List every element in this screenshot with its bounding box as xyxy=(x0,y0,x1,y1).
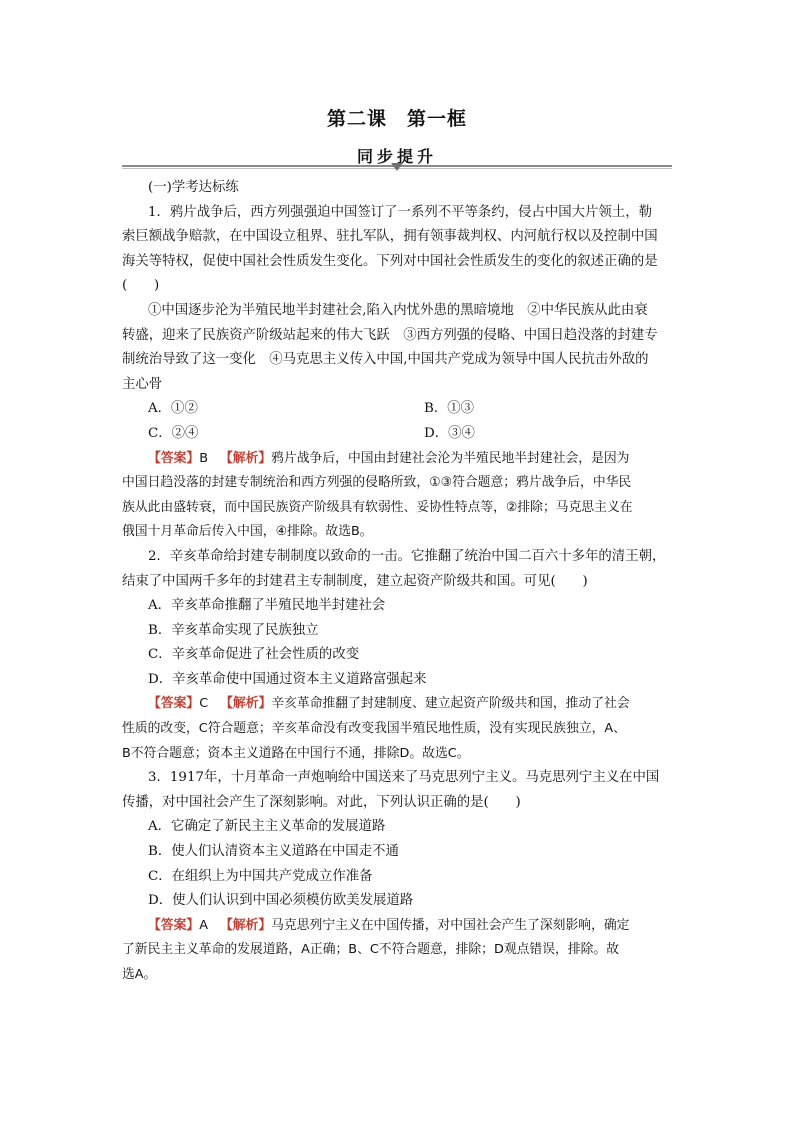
question-stem-line: ( ) xyxy=(122,278,160,294)
analysis-line: 性质的改变，C符合题意；辛亥革命没有改变我国半殖民地性质，没有实现民族独立，A、 xyxy=(122,721,626,737)
answer-value: B xyxy=(199,450,208,466)
statement-line: ①中国逐步沦为半殖民地半封建社会,陷入内忧外患的黑暗境地 ②中华民族从此由衰 xyxy=(148,302,648,318)
analysis-tag: 【解析】 xyxy=(219,917,272,933)
triangle-marker-icon xyxy=(391,163,403,171)
page-subtitle: 同步提升 xyxy=(356,147,437,166)
options-row xyxy=(122,422,674,447)
page-title: 第二课 第一框 xyxy=(326,108,467,130)
option-b: B．辛亥革命实现了民族独立 xyxy=(148,622,319,638)
analysis-line: B不符合题意；资本主义道路在中国行不通，排除D。故选C。 xyxy=(122,745,470,761)
answer-block xyxy=(122,447,674,545)
option-a: A．辛亥革命推翻了半殖民地半封建社会 xyxy=(148,598,386,614)
question-2 xyxy=(122,545,674,766)
question-stem-line: 1．鸦片战争后，西方列强强迫中国签订了一系列不平等条约，侵占中国大片领土，勒 xyxy=(148,204,652,220)
answer-value: A xyxy=(199,917,208,933)
analysis-line: 族从此由盛转衰，而中国民族资产阶级具有软弱性、妥协性特点等，②排除；马克思主义在 xyxy=(122,499,633,515)
answer-tag: 【答案】 xyxy=(148,917,200,933)
option-b: B．使人们认清资本主义道路在中国走不通 xyxy=(148,844,399,860)
analysis-line: 了新民主主义革命的发展道路，A正确；B、C不符合题意，排除；D观点错误，排除。故 xyxy=(122,942,620,958)
question-stem-line: 2．辛亥革命给封建专制制度以致命的一击。它推翻了统治中国二百六十多年的清王朝， xyxy=(148,548,666,564)
question-stem-line: 海关等特权，促使中国社会性质发生变化。下列对中国社会性质发生的变化的叙述正确的是 xyxy=(122,253,658,269)
option-a: A．①② xyxy=(148,401,198,417)
analysis-line: 马克思列宁主义在中国传播，对中国社会产生了深刻影响，确定 xyxy=(271,917,630,933)
analysis-line: 辛亥革命推翻了封建制度、建立起资产阶级共和国，推动了社会 xyxy=(271,696,630,712)
analysis-tag: 【解析】 xyxy=(220,696,272,712)
option-c: C．在组织上为中国共产党成立作准备 xyxy=(148,868,373,884)
answer-tag: 【答案】 xyxy=(148,450,200,466)
option-d: D．③④ xyxy=(424,425,475,441)
page-content xyxy=(122,176,674,988)
option-a: A．它确定了新民主主义革命的发展道路 xyxy=(148,819,386,835)
option-d: D．辛亥革命使中国通过资本主义道路富强起来 xyxy=(148,671,427,687)
question-stem-line: 索巨额战争赔款，在中国设立租界、驻扎军队，拥有领事裁判权、内河航行权以及控制中国 xyxy=(122,229,658,245)
option-c: C．②④ xyxy=(148,425,199,441)
answer-tag: 【答案】 xyxy=(148,696,200,712)
question-stem-line: 3．1917年，十月革命一声炮响给中国送来了马克思列宁主义。马克思列宁主义在中国 xyxy=(148,770,660,786)
statement-line: 主心骨 xyxy=(122,376,163,392)
question-3 xyxy=(122,766,674,987)
answer-block xyxy=(122,692,674,766)
question-1 xyxy=(122,201,674,545)
options-row xyxy=(122,397,674,422)
statement-line: 转盛，迎来了民族资产阶级站起来的伟大飞跃 ③西方列强的侵略、中国日趋没落的封建专 xyxy=(122,327,658,343)
analysis-line: 俄国十月革命后传入中国，④排除。故选B。 xyxy=(122,524,373,540)
analysis-line: 鸦片战争后，中国由封建社会沦为半殖民地半封建社会，是因为 xyxy=(271,450,630,466)
statement-line: 制统治导致了这一变化 ④马克思主义传入中国,中国共产党成为领导中国人民抗击外敌的 xyxy=(122,352,649,368)
answer-block xyxy=(122,914,674,988)
answer-value: C xyxy=(199,696,209,712)
section-label: (一)学考达标练 xyxy=(148,180,239,195)
analysis-line: 中国日趋没落的封建专制统治和西方列强的侵略所致，①③符合题意；鸦片战争后，中华民 xyxy=(122,475,632,491)
question-stem-line: 传播，对中国社会产生了深刻影响。对此，下列认识正确的是( ) xyxy=(122,794,521,810)
question-stem-line: 结束了中国两千多年的封建君主专制制度，建立起资产阶级共和国。可见( ) xyxy=(122,573,588,589)
option-c: C．辛亥革命促进了社会性质的改变 xyxy=(148,647,360,663)
option-b: B．①③ xyxy=(424,401,475,417)
analysis-tag: 【解析】 xyxy=(219,450,272,466)
analysis-line: 选A。 xyxy=(122,967,157,982)
option-d: D．使人们认识到中国必须模仿欧美发展道路 xyxy=(148,893,414,909)
